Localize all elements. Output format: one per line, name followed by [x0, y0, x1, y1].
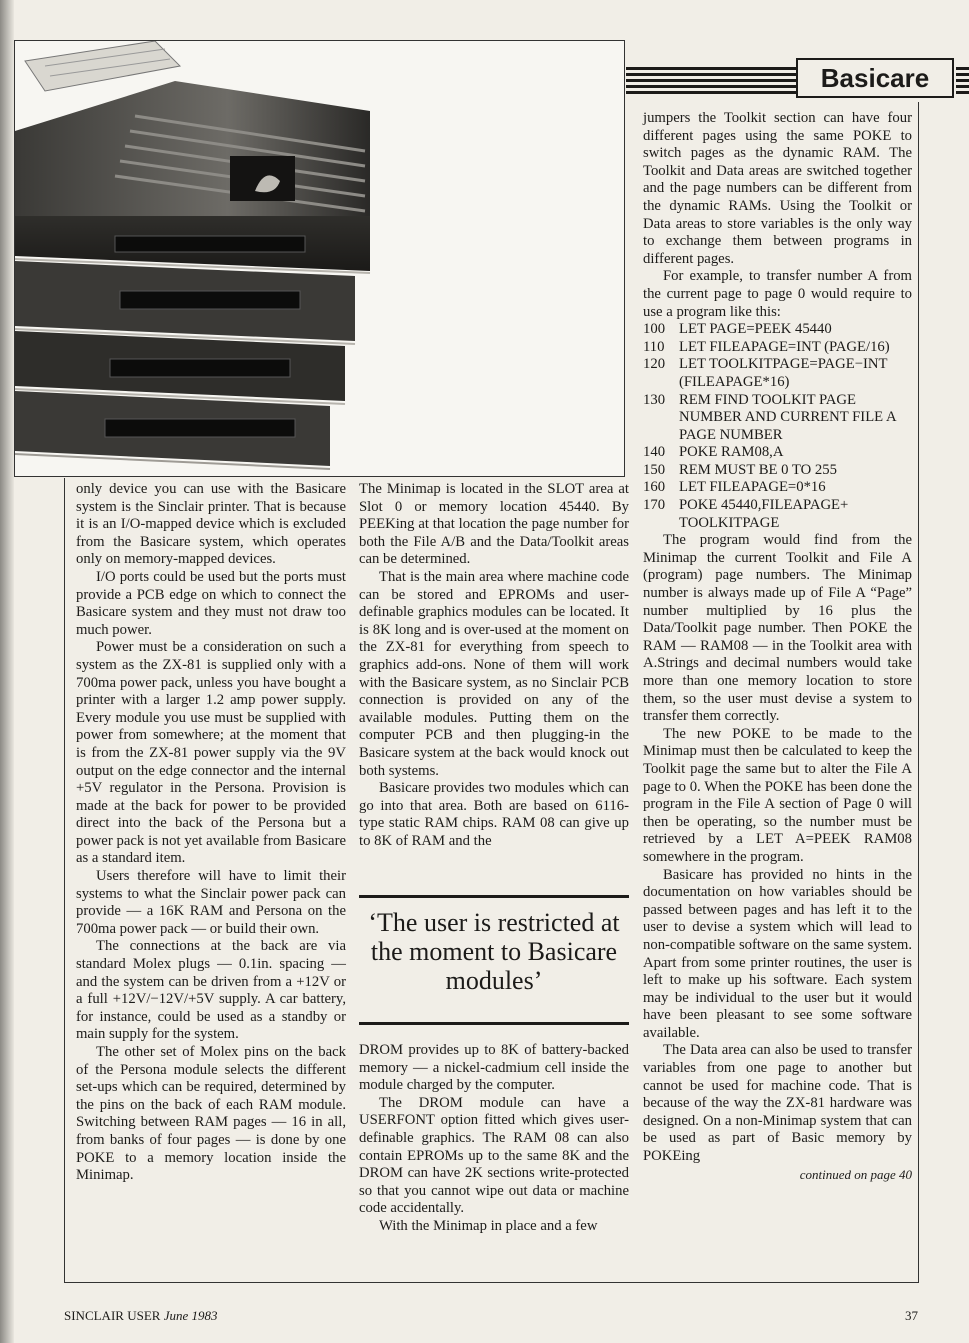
line-code: LET FILEAPAGE=INT (PAGE/16) — [679, 338, 890, 355]
paragraph: only device you can use with the Basicare system is the Sinclair printer. That is because it is an I/O-mapped device which is excluded from the Basicare system, which operates only on memory-mapped devices. — [76, 481, 346, 568]
program-line — [643, 444, 912, 462]
article-column-3 — [643, 110, 912, 1183]
paragraph: The other set of Molex pins on the back of the Persona module selects the different set-ups which can be required, determined by the pins on the back of each RAM module. Switching between RAM pages — 16 in all, from banks of four pages — is done by one POKE to a memory location inside the Minimap. — [76, 1044, 346, 1184]
line-number: 170 — [643, 497, 666, 514]
program-line — [643, 462, 912, 480]
paragraph: Basicare has provided no hints in the documentation on how variables should be passed between pages and has left it to the user to devise a system which will lead to non-compatible software on the same system. Apart from some printer routines, the user is left to make up his software. Each system may be individual to the user but it would have been pleasant to see some software available. — [643, 866, 912, 1041]
header-stripes — [626, 67, 796, 97]
line-number: 120 — [643, 356, 666, 373]
section-header — [626, 58, 969, 102]
line-number: 150 — [643, 461, 666, 478]
pull-quote: ‘The user is restricted at the moment to Basicare modules’ — [359, 895, 629, 1025]
line-number: 130 — [643, 391, 666, 408]
paragraph: I/O ports could be used but the ports must provide a PCB edge on which to connect the Basicare system and they must not draw too much power. — [76, 568, 346, 638]
line-number: 160 — [643, 479, 666, 496]
paragraph: The Minimap is located in the SLOT area at Slot 0 or memory location 45440. By PEEKing at that location the page number for both the File A/B and the Data/Toolkit areas can be determined. — [359, 481, 629, 568]
paragraph: jumpers the Toolkit section can have four different pages using the same POKE to switch pages as the dynamic RAM. The Toolkit and Data areas are switched together and the page numbers can be different from the dynamic RAMs. Using the Toolkit or Data areas to store variables is the only way to exchange them between programs in different pages. — [643, 110, 912, 267]
page-number: 37 — [905, 1308, 918, 1323]
section-title: Basicare — [796, 58, 954, 98]
magazine-name: SINCLAIR USER — [64, 1308, 161, 1323]
article-column-1 — [76, 481, 346, 1185]
paragraph: Power must be a consideration on such a system as the ZX-81 is supplied only with a 700ma power pack, unless you have bought a printer with a larger 1.2 amp power supply. Every module you use must be supplied with power from somewhere; at the moment that is from the ZX-81 power supply via the 9V output on the edge connector and the internal +5V regulator in the Persona. Provision is made at the back for power to be provided direct into the back of the Persona but a power pack is not yet available from Basicare as a standard item. — [76, 639, 346, 867]
program-line — [643, 497, 912, 532]
program-line — [643, 321, 912, 339]
line-code: REM FIND TOOLKIT PAGE NUMBER AND CURRENT FILE A PAGE NUMBER — [679, 391, 896, 443]
line-number: 140 — [643, 444, 666, 461]
continued-note: continued on page 40 — [799, 1166, 912, 1182]
line-code: POKE 45440,FILEAPAGE+ TOOLKITPAGE — [679, 497, 849, 531]
paragraph: That is the main area where machine code can be stored and EPROMs and user-definable graphics modules can be located. It is 8K long and is over-used at the moment on the ZX-81 for everything from speech to graphics add-ons. None of them will work with the Basicare system, as no Sinclair PCB connection is provided on any of the available modules. Putting them on the computer PCB and then plugging-in the Basicare system at the back would knock out both systems. — [359, 568, 629, 779]
paragraph: The DROM module can have a USERFONT option fitted which gives user-definable graphics. The RAM 08 can also contain EPROMs up to the same 8K and the DROM can have 2K sections write-protected so that you cannot wipe out data or machine code accidentally. — [359, 1094, 629, 1217]
frame-rule-bottom — [64, 1282, 919, 1283]
stacked-modules-photo — [15, 41, 625, 477]
paragraph: The new POKE to be made to the Minimap must then be calculated to keep the Toolkit page the same but to alter the File A page to 0. When the POKE has been done the program in the File A section of Page 0 will then be operating, so the number must be retrieved by a LET A=PEEK RAM08 somewhere in the program. — [643, 725, 912, 865]
program-line — [643, 392, 912, 445]
issue-date: June 1983 — [163, 1308, 218, 1323]
frame-rule-right — [918, 102, 919, 1282]
footer-masthead — [64, 1308, 217, 1324]
header-stripes-right — [956, 67, 969, 97]
program-line — [643, 479, 912, 497]
program-line — [643, 356, 912, 391]
paragraph: The Data area can also be used to transfer variables from one page to another but cannot be used for machine code. That is because of the way the ZX-81 hardware was designed. On a non-Minimap system that can be used as part of Basic memory by POKEing — [643, 1042, 912, 1165]
paragraph: For example, to transfer number A from the current page to page 0 would require to use a program like this: — [643, 268, 912, 320]
page-gutter-shadow — [0, 0, 14, 1343]
basic-program-listing — [643, 321, 912, 532]
paragraph: With the Minimap in place and a few — [379, 1217, 598, 1234]
article-column-2-continued — [359, 1042, 629, 1236]
line-code: LET PAGE=PEEK 45440 — [679, 321, 832, 338]
line-number: 110 — [643, 338, 665, 355]
product-photo — [14, 40, 625, 477]
paragraph: DROM provides up to 8K of battery-backed memory — a nickel-cadmium cell inside the module charged by the computer. — [359, 1042, 629, 1094]
line-code: LET TOOLKITPAGE=PAGE−INT (FILEAPAGE*16) — [679, 356, 888, 390]
line-code: LET FILEAPAGE=0*16 — [679, 479, 826, 496]
line-code: REM MUST BE 0 TO 255 — [679, 461, 837, 478]
frame-rule-left — [64, 478, 65, 1282]
paragraph: The program would find from the Minimap the current Toolkit and File A (program) page numbers. The Minimap number is always made up of File A “Page” number multiplied by 16 plus the Data/Toolkit page number. Then POKE the RAM — RAM08 — in the Toolkit area with A.Strings and decimal numbers would take more than one memory location to store them, so the user must devise a system to transfer them correctly. — [643, 532, 912, 725]
program-line — [643, 339, 912, 357]
paragraph: Basicare provides two modules which can go into that area. Both are based on 6116-type static RAM chips. RAM 08 can give up to 8K of RAM and the — [359, 780, 629, 849]
paragraph: Users therefore will have to limit their systems to what the Sinclair power pack can provide — a 16K RAM and Persona on the 700ma power pack — or build their own. — [76, 868, 346, 937]
line-number: 100 — [643, 321, 666, 338]
article-column-2 — [359, 481, 629, 850]
paragraph: The connections at the back are via standard Molex plugs — 0.1in. spacing — and the system can be driven from a +12V or a full +12V/−12V/+5V supply. A car battery, for instance, could be used as a standby or main supply for the system. — [76, 938, 346, 1043]
line-code: POKE RAM08,A — [679, 444, 784, 461]
